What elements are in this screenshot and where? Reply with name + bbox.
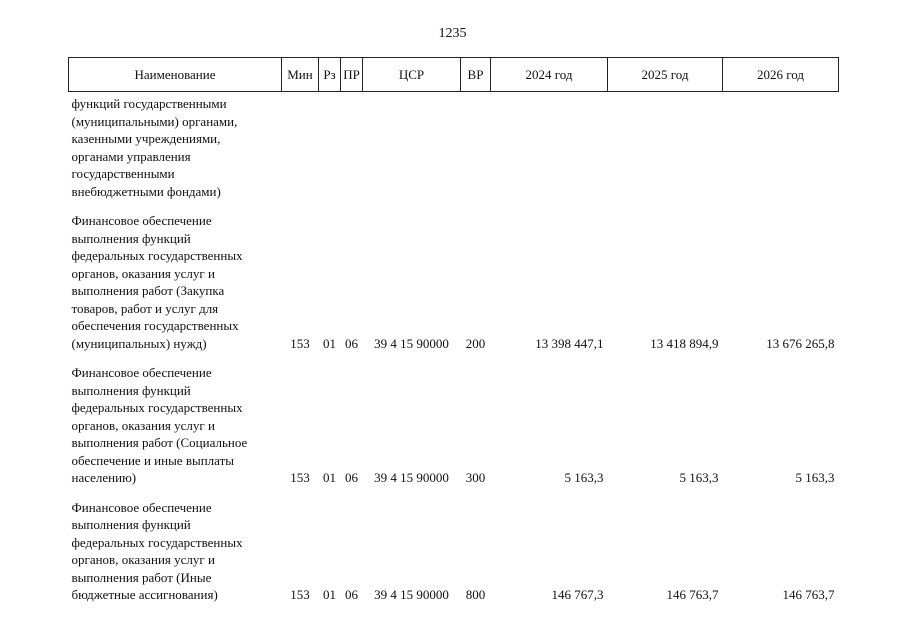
row-rz: 01: [323, 587, 336, 602]
row-2026: [723, 92, 839, 201]
row-name: [69, 92, 282, 201]
name-line: обеспечения государственных: [71, 318, 239, 333]
name-line: органами управления: [71, 148, 191, 164]
name-line: государственными: [71, 166, 175, 181]
row-2025: 5 163,3: [679, 470, 719, 485]
header-pr: ПР: [341, 58, 363, 92]
row-name: [69, 499, 282, 604]
name-line: (муниципальными) органами,: [71, 113, 238, 129]
row-2025: [608, 92, 723, 201]
name-line: бюджетные ассигнования): [71, 587, 218, 602]
row-csr: 39 4 15 90000: [374, 587, 449, 602]
row-vr: 200: [465, 335, 486, 351]
name-line: выполнения работ (Закупка: [71, 283, 225, 298]
name-line: (муниципальных) нужд): [71, 335, 207, 351]
table-row: [69, 212, 839, 352]
row-gap: [69, 200, 839, 212]
row-2024: [491, 92, 608, 201]
budget-table: [68, 57, 839, 604]
table-row: [69, 92, 839, 201]
row-csr: 39 4 15 90000: [374, 335, 449, 351]
row-rz: 01: [323, 335, 336, 351]
name-line: федеральных государственных: [71, 400, 243, 415]
header-min: Мин: [282, 58, 319, 92]
name-line: органов, оказания услуг и: [71, 552, 215, 567]
row-vr: 300: [465, 470, 486, 485]
name-line: населению): [71, 470, 137, 485]
name-line: Финансовое обеспечение: [71, 365, 212, 380]
row-min: 153: [290, 587, 310, 602]
header-rz: Рз: [319, 58, 341, 92]
name-line: органов, оказания услуг и: [71, 265, 215, 281]
row-min: 153: [290, 470, 310, 485]
page-number: 1235: [438, 26, 467, 41]
row-2026: 146 763,7: [782, 587, 835, 602]
header-2026: 2026 год: [723, 58, 839, 92]
name-line: обеспечение и иные выплаты: [71, 452, 234, 468]
name-line: федеральных государственных: [71, 534, 243, 550]
row-rz: 01: [323, 470, 336, 485]
row-vr: [461, 92, 491, 201]
header-csr: ЦСР: [363, 58, 461, 92]
name-line: выполнения функций: [71, 382, 191, 398]
row-2025: 13 418 894,9: [650, 335, 719, 351]
name-line: выполнения функций: [71, 230, 191, 246]
name-line: казенными учреждениями,: [71, 131, 221, 146]
row-2025: 146 763,7: [666, 587, 719, 602]
row-pr: 06: [345, 587, 358, 602]
name-line: федеральных государственных: [71, 248, 243, 263]
name-line: товаров, работ и услуг для: [71, 300, 219, 316]
row-rz: [319, 92, 341, 201]
row-gap: [69, 487, 839, 499]
row-gap: [69, 352, 839, 364]
row-2024: 5 163,3: [564, 470, 604, 485]
name-line: выполнения работ (Иные: [71, 569, 212, 585]
header-name: Наименование: [69, 58, 282, 92]
row-name: [69, 364, 282, 487]
row-2026: 5 163,3: [795, 470, 835, 485]
name-line: Финансовое обеспечение: [71, 499, 212, 515]
name-line: Финансовое обеспечение: [71, 213, 212, 228]
row-pr: 06: [345, 335, 358, 351]
table-row: [69, 364, 839, 487]
row-vr: 800: [465, 587, 486, 602]
name-line: органов, оказания услуг и: [71, 417, 215, 433]
row-pr: 06: [345, 470, 358, 485]
row-name: [69, 212, 282, 352]
row-2024: 146 767,3: [551, 587, 604, 602]
name-line: выполнения работ (Социальное: [71, 435, 248, 450]
row-2026: 13 676 265,8: [766, 335, 835, 351]
header-row: [69, 58, 839, 92]
row-2024: 13 398 447,1: [535, 335, 604, 351]
name-line: функций государственными: [71, 96, 227, 111]
table-row: [69, 499, 839, 604]
name-line: внебюджетными фондами): [71, 183, 221, 199]
row-csr: [363, 92, 461, 201]
header-2025: 2025 год: [608, 58, 723, 92]
header-2024: 2024 год: [491, 58, 608, 92]
header-vr: ВР: [461, 58, 491, 92]
row-min: 153: [290, 335, 310, 351]
row-pr: [341, 92, 363, 201]
row-csr: 39 4 15 90000: [374, 470, 449, 485]
row-min: [282, 92, 319, 201]
name-line: выполнения функций: [71, 517, 191, 532]
